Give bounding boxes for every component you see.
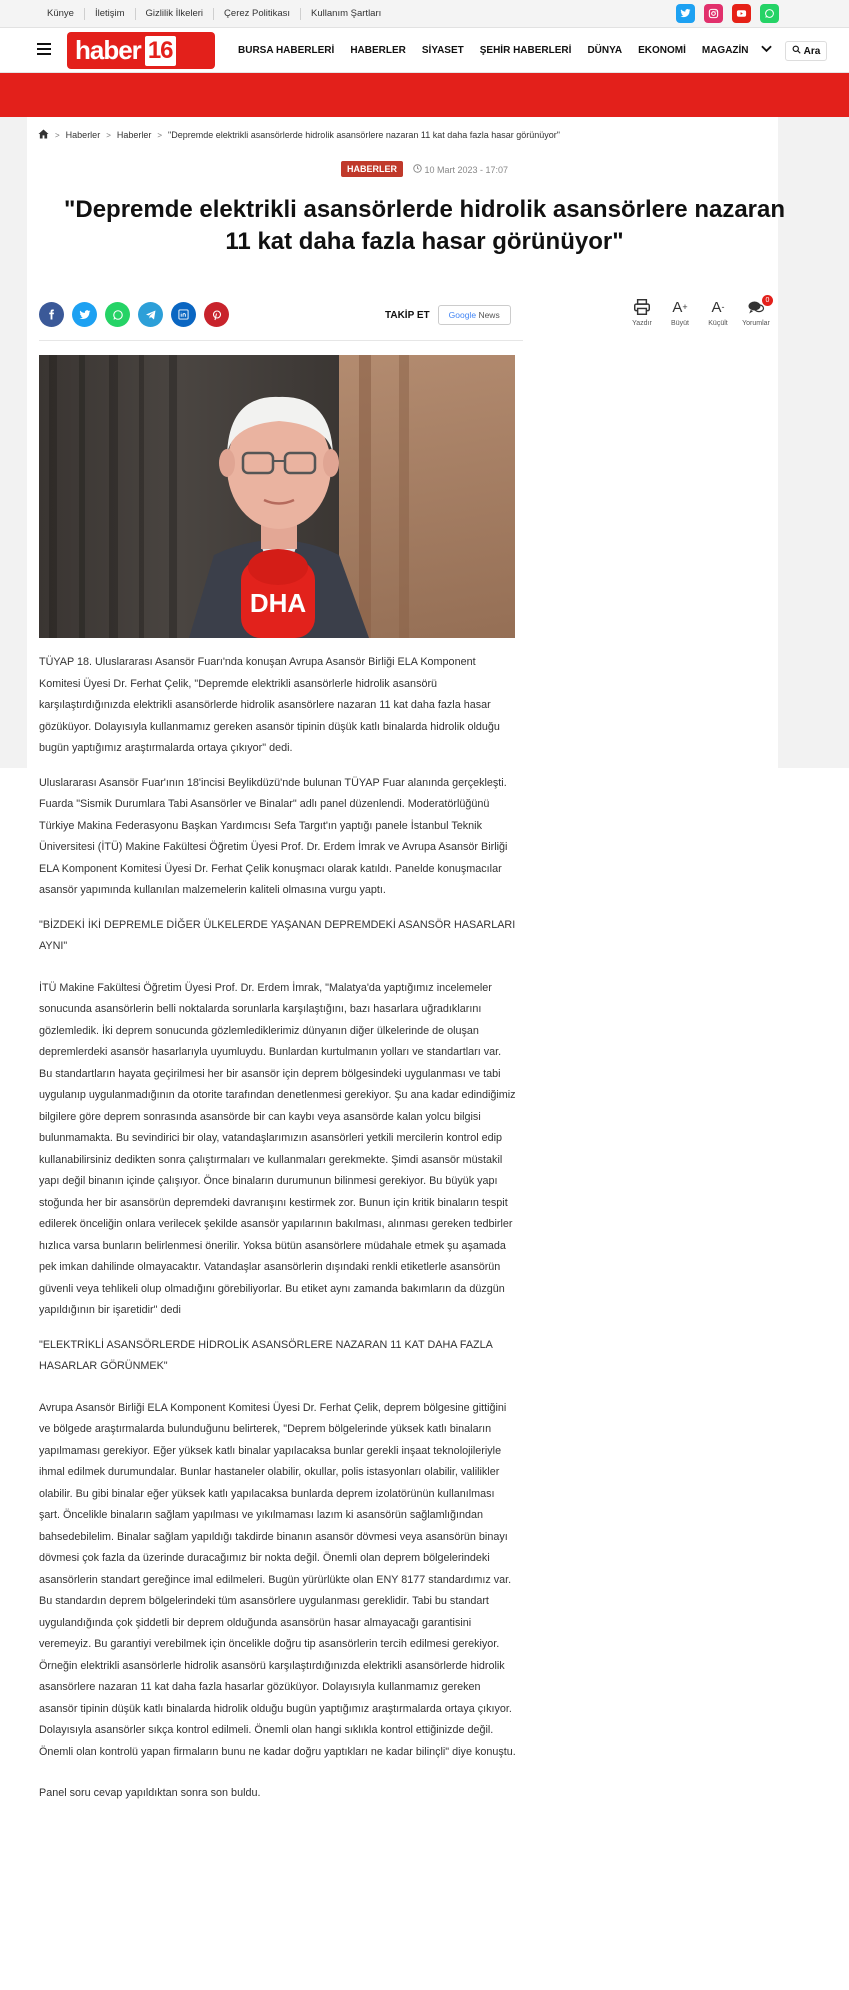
google-label: Google: [448, 310, 477, 320]
logo-word: haber: [75, 35, 141, 65]
menu-item-siyaset[interactable]: SİYASET: [421, 45, 464, 56]
comments-label: Yorumlar: [742, 320, 770, 327]
breadcrumb-separator-icon: >: [157, 130, 163, 140]
youtube-icon[interactable]: [732, 4, 751, 23]
twitter-icon[interactable]: [72, 302, 97, 327]
subheading: "ELEKTRİKLİ ASANSÖRLERDE HİDROLİK ASANSÖRLERE NAZARAN 11 KAT DAHA FAZLA HASARLAR GÖRÜNMEK": [39, 1338, 493, 1372]
subheading: "BİZDEKİ İKİ DEPREMLE DİĞER ÜLKELERDE YAŞANAN DEPREMDEKİ ASANSÖR HASARLARI AYNI": [39, 918, 516, 952]
font-decrease-button[interactable]: [700, 297, 736, 327]
breadcrumb: [38, 129, 560, 141]
breadcrumb-current: "Depremde elektrikli asansörlerde hidrolik asansörlere nazaran 11 kat daha fazla hasar görünüyor": [168, 130, 560, 140]
breadcrumb-item[interactable]: Haberler: [65, 130, 101, 140]
link-gizlilik[interactable]: Gizlilik İlkeleri: [136, 8, 215, 20]
linkedin-icon[interactable]: [171, 302, 196, 327]
publish-date: [413, 164, 508, 175]
article-photo: [39, 355, 515, 638]
menu-item-bursa[interactable]: BURSA HABERLERİ: [238, 45, 335, 56]
footer-links: [37, 0, 391, 28]
comment-count: 0: [762, 295, 773, 306]
breadcrumb-separator-icon: >: [55, 130, 60, 140]
search-button[interactable]: [785, 41, 827, 61]
divider: [39, 340, 523, 341]
article-body: [39, 652, 517, 1818]
telegram-icon[interactable]: [138, 302, 163, 327]
follow-section: [385, 305, 511, 325]
main-menu: [230, 28, 757, 73]
search-label: Ara: [803, 45, 821, 57]
font-decrease-label: Küçült: [708, 320, 728, 327]
paragraph: Uluslararası Asansör Fuar'ının 18'incisi Beylikdüzü'nde bulunan TÜYAP Fuar alanında gerçekleşti. Fuarda "Sismik Durumlara Tabi Asansörler ve Binalar" adlı panel düzenlendi. Moderatörlüğünü Türkiye Makina Federasyonu Başkan Yardımcısı Sefa Targıt'ın yaptığı panele İstanbul Teknik Üniversitesi (İTÜ) Makine Fakültesi Öğretim Üyesi Prof. Dr. Erdem İmrak ve Avrupa Asansör Birliği ELA Komponent Komitesi Üyesi Dr. Ferhat Çelik konuşmacı olarak katıldı. Panelde konuşmacılar asansör yapımında kullanılan malzemelerin kaliteli olmasına vurgu yaptı.: [39, 776, 508, 896]
menu-icon[interactable]: [37, 43, 51, 55]
logo-number: 16: [145, 36, 176, 66]
paragraph: Panel soru cevap yapıldıktan sonra son buldu.: [39, 1787, 261, 1799]
home-icon[interactable]: [38, 129, 49, 141]
paragraph: TÜYAP 18. Uluslararası Asansör Fuarı'nda konuşan Avrupa Asansör Birliği ELA Komponent Komitesi Üyesi Dr. Ferhat Çelik, "Depremde elektrikli asansörlerle hidrolik asansörü karşılaştırdığınızda elektrikli asansörlerde hidrolik asansörlere nazaran 11 kat daha fazla hasar gözüküyor. Dolayısıyla kullanmamız gereken asansör tipinin düşük katlı binalarda hidrolik olduğu bugün yaptığımız araştırmalarda ortaya çıkıyor" dedi.: [39, 656, 500, 754]
paragraph: İTÜ Makine Fakültesi Öğretim Üyesi Prof. Dr. Erdem İmrak, "Malatya'da yaptığımız incelemeler sonucunda asansörlerin belli noktalarda sorunlarla karşılaştığını, bazı hasarlara uğradıklarını gözlemledik. İki deprem sonucunda gözlemlediklerimiz dünyanın diğer ülkelerinde de oluşan depremlerdeki asansör hasarlarıyla uyumluydu. Bunlardan kurtulmanın yolları ve standartları var. Bu standartların hayata geçirilmesi her bir asansör için deprem bölgesindeki uygulanması ve tabi uygulanıp uygulanmadığının da otorite tarafından denetlenmesi gerekiyor. Şu ana kadar edindiğimiz bilgilere göre deprem sonrasında asansörde bir can kaybı veya asansörde kalan yolcu bilgisi bulunmamakta. Bu sevindirici bir olay, vatandaşlarımızın asansörleri yetkili mercilerin kontrol edip kullanabilirsiniz dedikten sonra çalıştırmaları ve kullanmaları gerekmekte. Şimdi asansör müstakil yapı değil binanın içinde çalışıyor. Önce binaların durumunun bilinmesi gerekiyor. Bu büyük yapı stoğunda her bir asansörün depremdeki davranışını kestirmek zor. Bunun için kritik binaların tespit edilerek önceliğin onlara verilecek şekilde asansör yapılarının bakılması, alınması gereken tedbirler hızlıca varsa bunların belirlenmesi önerilir. Yoksa bütün asansörlere müdahale etmek şu aşamada pek imkan dahilinde olmayacaktır. Vatandaşlar asansörlerin dışındaki renkli etiketlerle asansörün güvenli veya tehlikeli olup olmadığını görebiliyorlar. Bu etiket aynı zamanda bakımların da düzgün yapıldığının bir işaretidir" dedi: [39, 981, 516, 1316]
menu-item-magazin[interactable]: MAGAZİN: [701, 45, 749, 56]
dha-logo: DHA: [249, 588, 307, 618]
link-kunye[interactable]: Künye: [37, 8, 85, 20]
article-meta: [0, 161, 849, 177]
print-label: Yazdır: [632, 320, 652, 327]
paragraph: Avrupa Asansör Birliği ELA Komponent Komitesi Üyesi Dr. Ferhat Çelik, deprem bölgesine gittiğini ve bölgede araştırmalarda bulunduğunu belirterek, "Deprem bölgelerinde yüksek katlı binaların yapılmaması gerekiyor. Eğer yüksek katlı binalar yapılacaksa bunlar gerekli inşaat teknolojileriyle ihmal edilmek durumundalar. Bunlar hastaneler olabilir, okullar, polis istasyonları olabilir, valilikler olabilir. Bu gibi binalar eğer yüksek katlı yapılacaksa bunlarda deprem izolatörünün kullanılması şart. Öncelikle binaların sağlam yapılması ve yıkılmaması lazım ki asansörün sağlamlığından bahsedebilelim. Binalar sağlam yapıldığı takdirde binanın asansör dövmesi veya asansörün binayı dövmesi çok fazla da üzerinde duracağımız bir nokta değil. Önemli olan deprem bölgelerindeki asansörlerin standart gereğince imal edilmeleri. Bugün yürürlükte olan ENY 8177 standardımız var. Bu standardın deprem bölgelerindeki tüm asansörlere uygulanması gereklidir. Tabi bu standart uygulandığında çok şiddetli bir deprem olduğunda asansörün hasar almayacağı garantisini veremeyiz. Bu garantiyi verebilmek için öncelikle doğru tip asansörlerin tercih edilmesi gerekiyor. Örneğin elektrikli asansörlerle hidrolik asansörü karşılaştırdığınızda elektrikli asansörlerde hidrolik asansörlere nazaran 11 kat daha fazla hasarlar gözüküyor. Dolayısıyla kullanmamız gereken asansör tipinin düşük katlı binalarda hidrolik olduğu bugün yaptığımız araştırmalarda ortaya çıkıyor. Dolayısıyla asansörler sıkça kontrol edilmeli. Önemli olan hangi sıklıkla kontrol ettiğinizde değil. Önemli olan kontrolü yapan firmaların bunu ne kadar doğru yaptıkları ne kadar bilinçli" diye konuştu.: [39, 1401, 516, 1758]
whatsapp-icon[interactable]: [760, 4, 779, 23]
date-text: 10 Mart 2023 - 17:07: [424, 164, 509, 175]
comments-icon: [747, 297, 770, 317]
print-button[interactable]: [624, 297, 660, 327]
chevron-down-icon[interactable]: [761, 44, 772, 56]
font-increase-button[interactable]: [662, 297, 698, 327]
breadcrumb-item[interactable]: Haberler: [116, 130, 152, 140]
search-icon: [792, 45, 801, 57]
menu-item-ekonomi[interactable]: EKONOMİ: [638, 45, 686, 56]
clock-icon: [413, 165, 425, 175]
share-buttons: [39, 302, 229, 327]
font-decrease-icon: A -: [711, 298, 725, 316]
font-increase-icon: A +: [672, 298, 688, 316]
printer-icon: [633, 297, 651, 317]
comments-button[interactable]: [738, 297, 774, 327]
news-label: News: [478, 310, 500, 320]
google-news-button[interactable]: [438, 305, 511, 325]
social-links: [676, 4, 779, 23]
menu-item-haberler[interactable]: HABERLER: [350, 45, 406, 56]
facebook-icon[interactable]: [39, 302, 64, 327]
page-title: "Depremde elektrikli asansörlerde hidrolik asansörlere nazaran 11 kat daha fazla hasar görünüyor": [63, 196, 786, 255]
follow-label: TAKİP ET: [385, 309, 430, 321]
article-tools: [624, 297, 776, 327]
menu-item-dunya[interactable]: DÜNYA: [587, 45, 623, 56]
link-cerez[interactable]: Çerez Politikası: [214, 8, 301, 20]
menu-item-sehir[interactable]: ŞEHİR HABERLERİ: [479, 45, 572, 56]
category-badge[interactable]: HABERLER: [341, 161, 403, 177]
top-utility-bar: [0, 0, 849, 28]
pinterest-icon[interactable]: [204, 302, 229, 327]
twitter-icon[interactable]: [676, 4, 695, 23]
whatsapp-icon[interactable]: [105, 302, 130, 327]
breadcrumb-separator-icon: >: [106, 130, 111, 140]
link-iletisim[interactable]: İletişim: [85, 8, 136, 20]
main-navbar: [0, 28, 849, 73]
site-logo[interactable]: [67, 32, 215, 69]
ad-banner: [0, 73, 849, 117]
font-increase-label: Büyüt: [671, 320, 689, 327]
instagram-icon[interactable]: [704, 4, 723, 23]
link-kullanim[interactable]: Kullanım Şartları: [311, 8, 382, 19]
